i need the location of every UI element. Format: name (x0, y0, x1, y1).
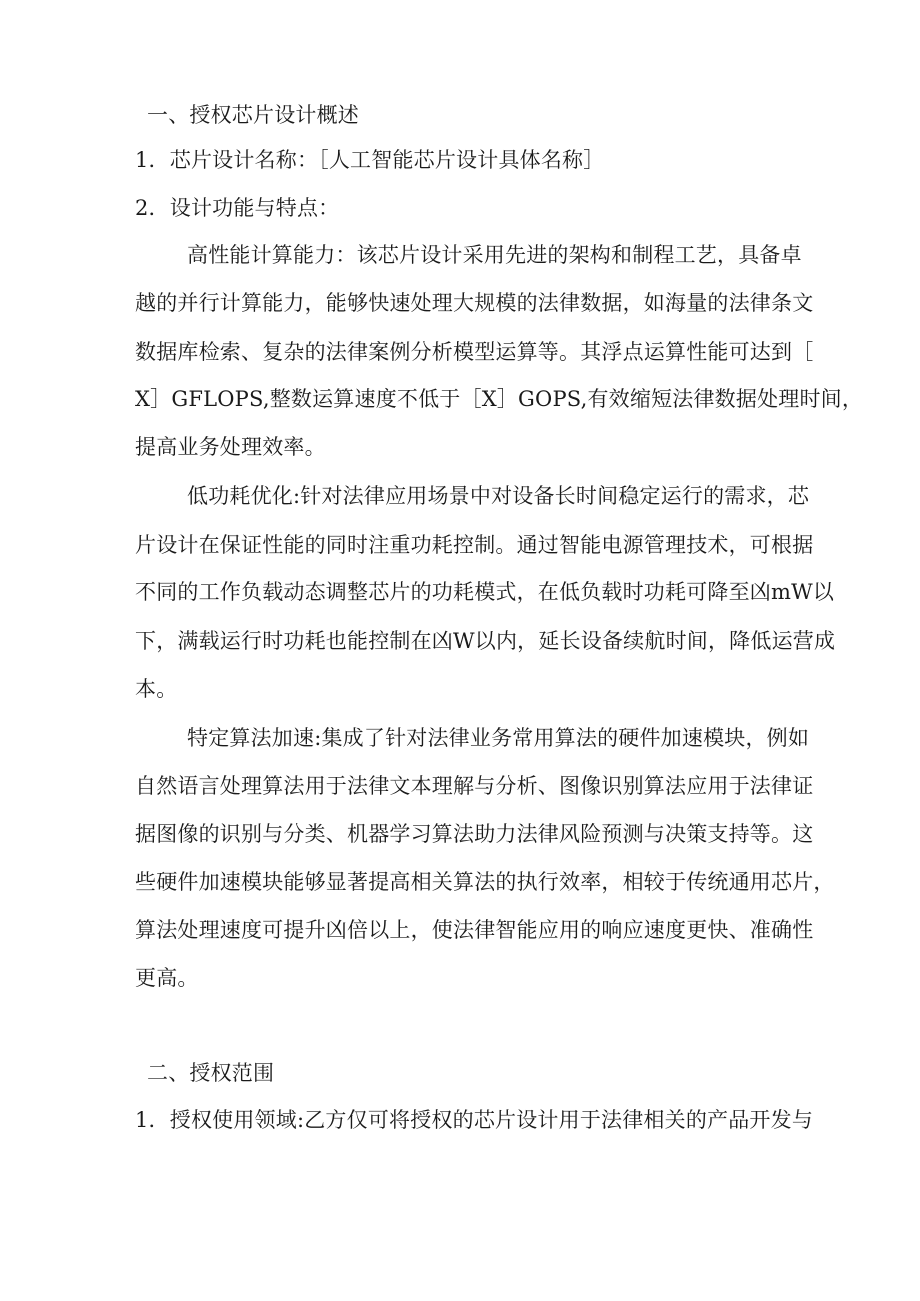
paragraph-line: 不同的工作负载动态调整芯片的功耗模式，在低负载时功耗可降至凶mW以 (135, 580, 835, 604)
paragraph-line: 数据库检索、复杂的法律案例分析模型运算等。其浮点运算性能可达到［ (135, 340, 814, 364)
paragraph-line: 更高。 (135, 966, 199, 990)
paragraph-line: 据图像的识别与分类、机器学习算法助力法律风险预测与决策支持等。这 (135, 822, 814, 846)
paragraph-line: 下，满载运行时功耗也能控制在凶W以内，延长设备续航时间，降低运营成 (135, 629, 836, 653)
paragraph-line: 提高业务处理效率。 (135, 435, 326, 459)
paragraph-line: 算法处理速度可提升凶倍以上，使法律智能应用的响应速度更快、准确性 (135, 918, 814, 942)
authorized-field-item: 1．授权使用领域:乙方仅可将授权的芯片设计用于法律相关的产品开发与 (135, 1108, 814, 1132)
paragraph-line: 越的并行计算能力，能够快速处理大规模的法律数据，如海量的法律条文 (135, 291, 814, 315)
chip-name-item: 1．芯片设计名称：［人工智能芯片设计具体名称］ (135, 148, 605, 172)
section2-heading: 二、授权范围 (147, 1061, 275, 1085)
section1-heading: 一、授权芯片设计概述 (147, 103, 359, 127)
paragraph-line: 自然语言处理算法用于法律文本理解与分析、图像识别算法应用于法律证 (135, 774, 814, 798)
paragraph-line: 低功耗优化:针对法律应用场景中对设备长时间稳定运行的需求，芯 (187, 484, 810, 508)
paragraph-line: 本。 (135, 677, 178, 701)
paragraph-line: 特定算法加速:集成了针对法律业务常用算法的硬件加速模块，例如 (187, 726, 810, 750)
paragraph-line: X］GFLOPS,整数运算速度不低于［X］GOPS,有效缩短法律数据处理时间， (135, 387, 864, 411)
paragraph-line: 些硬件加速模块能够显著提高相关算法的执行效率，相较于传统通用芯片， (135, 870, 835, 894)
paragraph-line: 高性能计算能力：该芯片设计采用先进的架构和制程工艺，具备卓 (187, 243, 802, 267)
paragraph-line: 片设计在保证性能的同时注重功耗控制。通过智能电源管理技术，可根据 (135, 533, 814, 557)
features-item: 2．设计功能与特点： (135, 196, 340, 220)
